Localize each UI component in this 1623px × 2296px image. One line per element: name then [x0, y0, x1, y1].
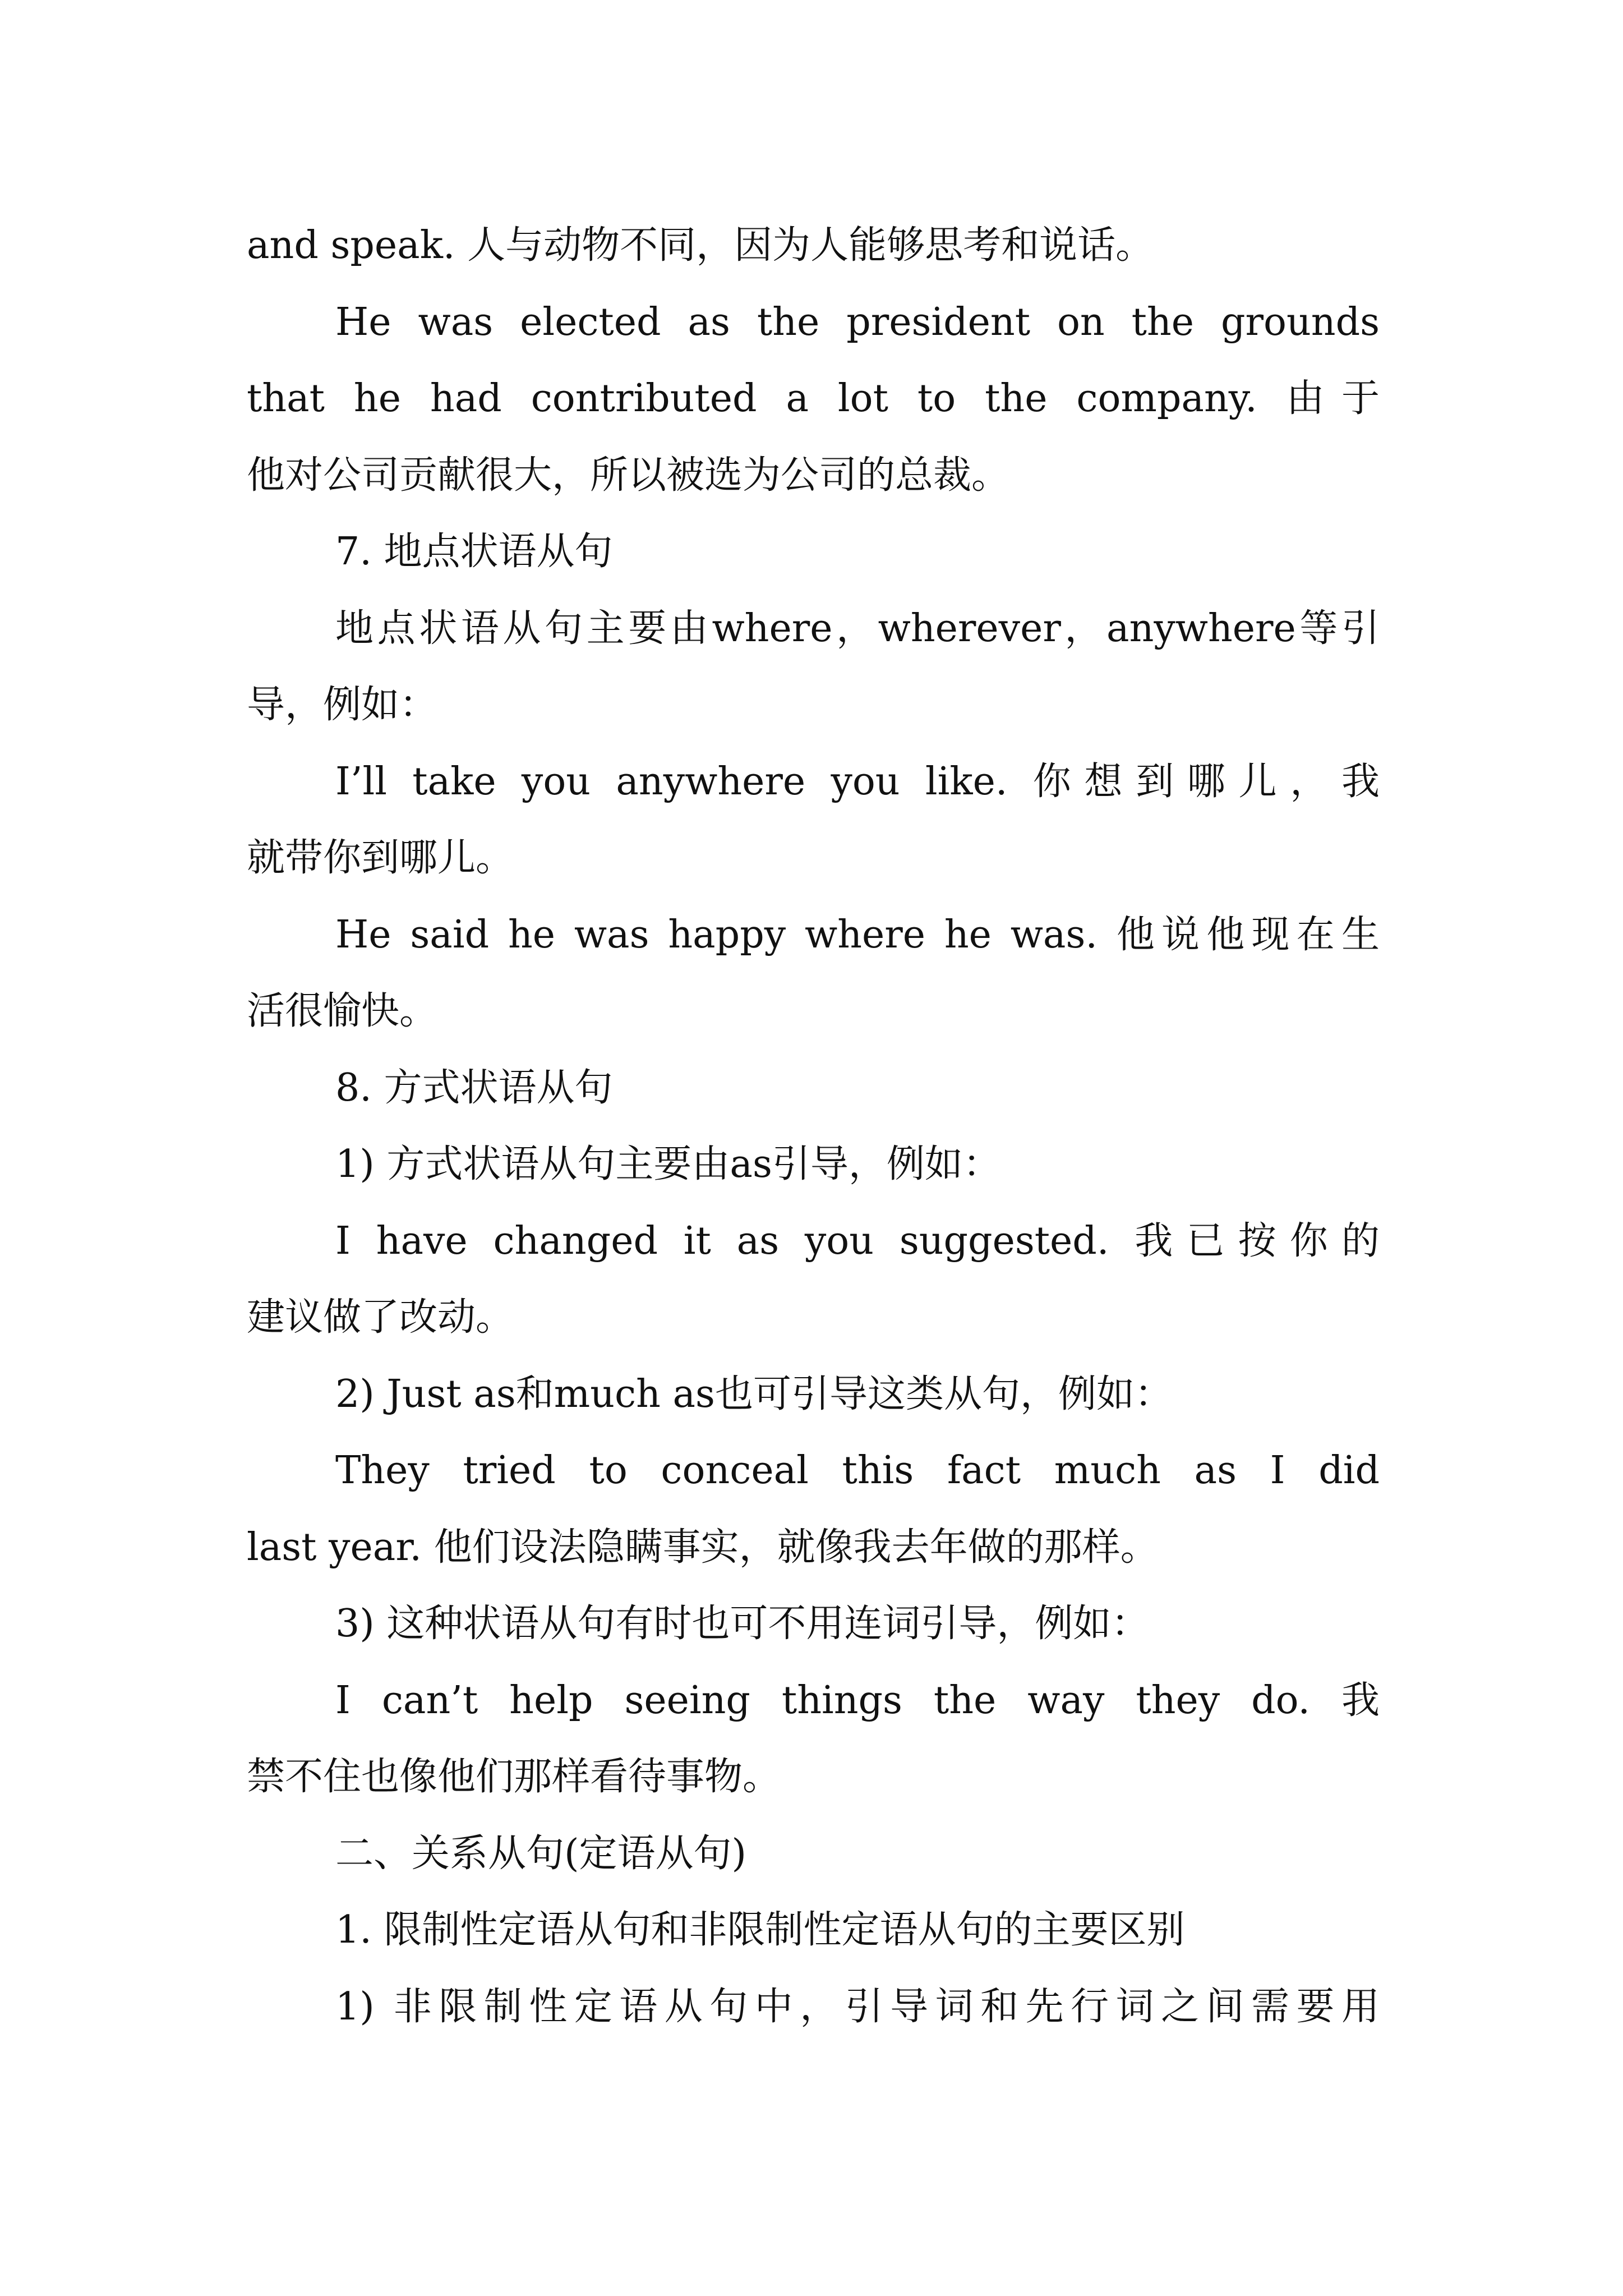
text-line: 地点状语从句主要由where，wherever，anywhere等引 — [335, 606, 1380, 651]
rule-item: 1) 方式状语从句主要由as引导，例如： — [335, 1142, 1001, 1186]
rule-item: 2) Just as和much as也可引导这类从句，例如： — [335, 1372, 1173, 1416]
text-line: 他对公司贡献很大，所以被选为公司的总裁。 — [247, 453, 1010, 498]
rule-item: 3) 这种状语从句有时也可不用连词引导，例如： — [335, 1602, 1150, 1646]
example-translation: 禁不住也像他们那样看待事物。 — [247, 1755, 781, 1799]
section-heading: 7. 地点状语从句 — [335, 530, 613, 574]
example-translation: last year. 他们设法隐瞒事实，就像我去年做的那样。 — [247, 1525, 1159, 1570]
text-line: 导，例如： — [247, 683, 438, 727]
example-sentence: I have changed it as you suggested. 我已按你的 — [335, 1218, 1380, 1263]
example-sentence: He said he was happy where he was. 他说他现在生 — [335, 912, 1380, 957]
rule-item: 1) 非限制性定语从句中，引导词和先行词之间需要用 — [335, 1984, 1380, 2029]
text-line: and speak. 人与动物不同，因为人能够思考和说话。 — [247, 223, 1154, 268]
document-page — [247, 208, 1380, 2045]
example-sentence: They tried to conceal this fact much as I did — [335, 1448, 1380, 1493]
chapter-heading: 二、关系从句(定语从句) — [335, 1831, 747, 1876]
section-heading: 1. 限制性定语从句和非限制性定语从句的主要区别 — [335, 1908, 1185, 1952]
example-sentence: I’ll take you anywhere you like. 你想到哪儿，我 — [335, 759, 1380, 804]
example-translation: 活很愉快。 — [247, 989, 438, 1033]
example-translation: 就带你到哪儿。 — [247, 836, 514, 880]
example-sentence: I can’t help seeing things the way they do. 我 — [335, 1678, 1380, 1723]
section-heading: 8. 方式状语从句 — [335, 1065, 613, 1110]
text-line: that he had contributed a lot to the company. 由于 — [247, 376, 1380, 421]
example-translation: 建议做了改动。 — [247, 1295, 514, 1340]
text-line: He was elected as the president on the grounds — [335, 300, 1380, 344]
